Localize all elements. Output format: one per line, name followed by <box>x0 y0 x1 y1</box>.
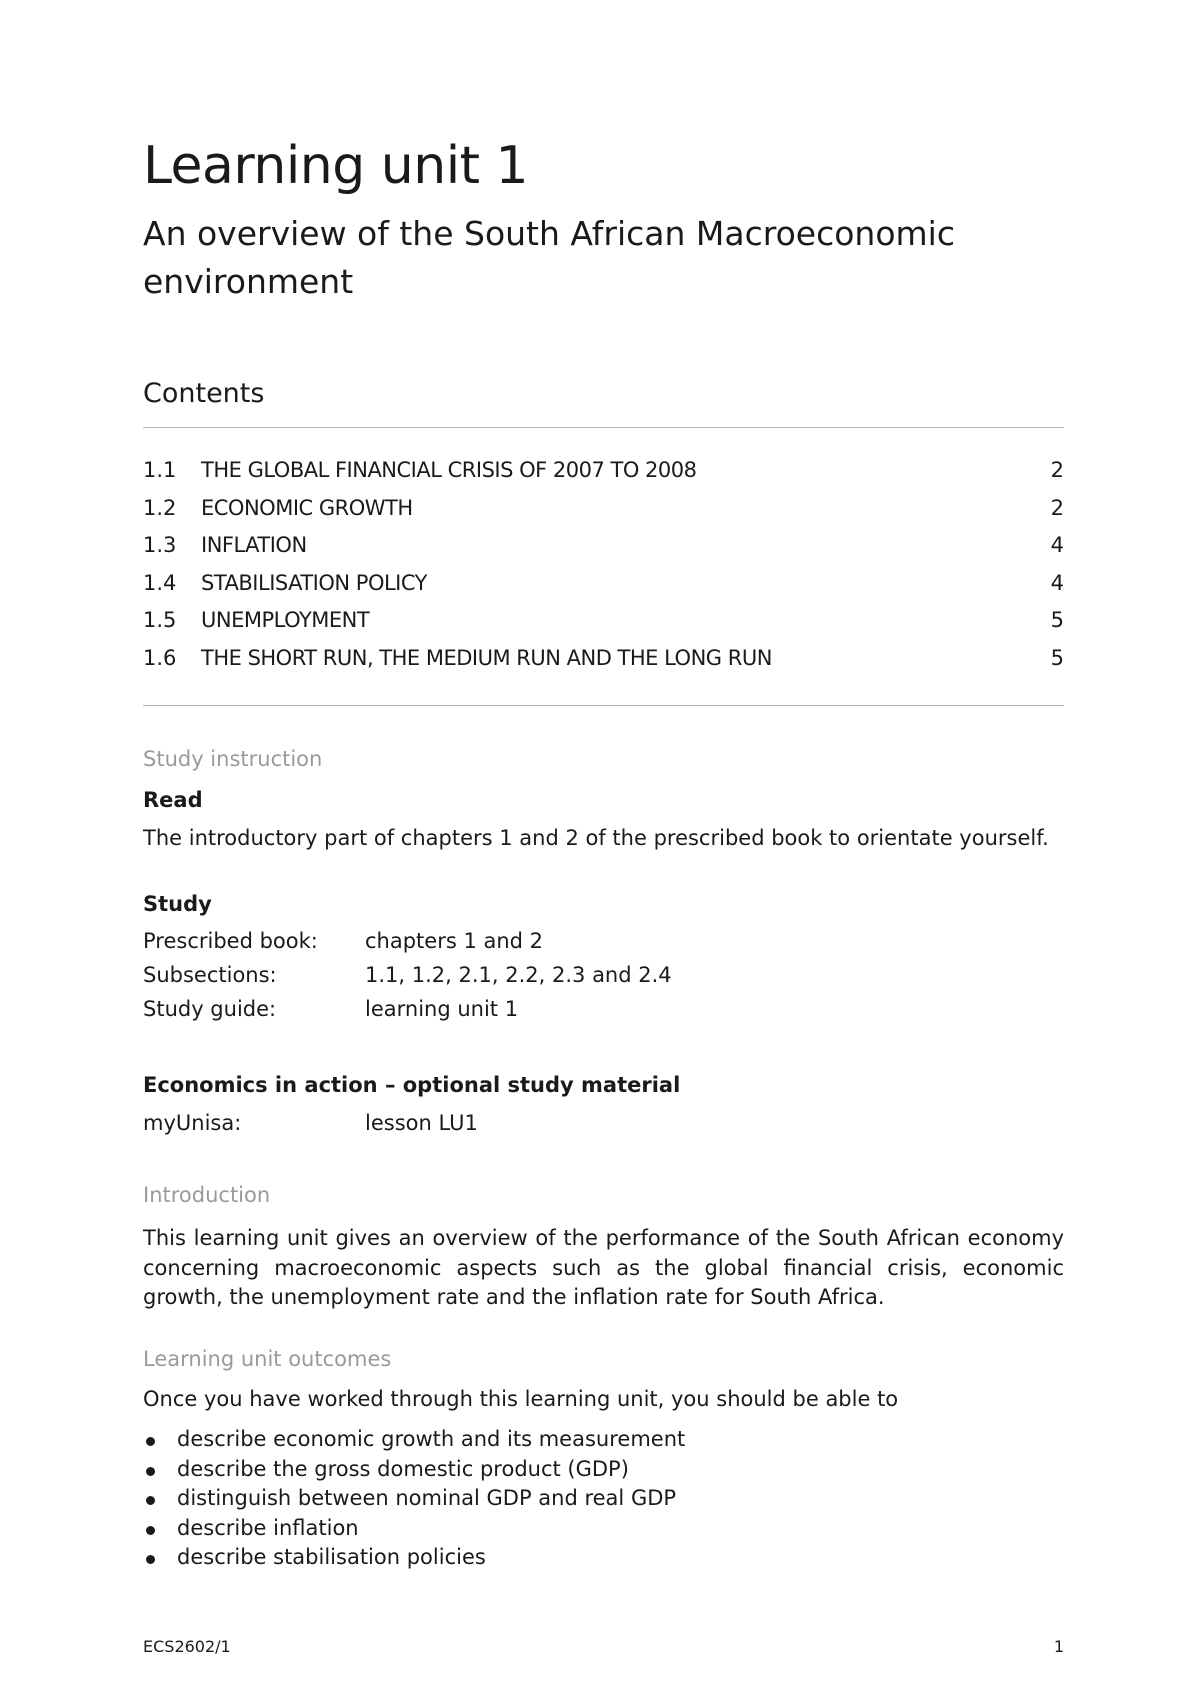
list-item <box>143 1457 685 1487</box>
toc-item-title: UNEMPLOYMENT <box>201 608 370 633</box>
study-row-value: learning unit 1 <box>365 997 519 1021</box>
outcomes-lead: Once you have worked through this learning unit, you should be able to <box>143 1387 899 1411</box>
list-item <box>143 1516 685 1546</box>
toc-item-number: 1.4 <box>143 570 177 595</box>
footer-page-number: 1 <box>1053 1637 1064 1656</box>
toc-item-number: 1.2 <box>143 495 177 520</box>
toc-item-number: 1.1 <box>143 458 177 482</box>
bullet-icon <box>146 1437 155 1446</box>
contents-top-rule <box>143 427 1064 428</box>
toc-item-number: 1.3 <box>143 533 177 558</box>
toc-item-title: THE SHORT RUN, THE MEDIUM RUN AND THE LONG RUN <box>201 645 772 670</box>
toc-item[interactable] <box>143 646 1064 684</box>
bullet-icon <box>146 1526 155 1535</box>
toc-item-title: ECONOMIC GROWTH <box>201 495 413 520</box>
optional-material-heading: Economics in action – optional study material <box>143 1073 681 1097</box>
toc-item[interactable] <box>143 496 1064 534</box>
list-item <box>143 1486 685 1516</box>
toc-item-page: 2 <box>1050 495 1064 520</box>
bullet-icon <box>146 1496 155 1505</box>
table-of-contents <box>143 458 1064 684</box>
read-text: The introductory part of chapters 1 and 2 of the prescribed book to orientate yourself. <box>143 826 1049 850</box>
footer-module-code: ECS2602/1 <box>143 1637 231 1656</box>
toc-item-title: INFLATION <box>201 533 307 558</box>
toc-item-page: 2 <box>1050 458 1064 482</box>
list-item-text: describe economic growth and its measurement <box>177 1427 686 1451</box>
list-item-text: describe stabilisation policies <box>177 1545 486 1570</box>
bullet-icon <box>146 1467 155 1476</box>
study-row-value: chapters 1 and 2 <box>365 929 544 953</box>
unit-title: Learning unit 1 <box>143 136 529 196</box>
outcomes-label: Learning unit outcomes <box>143 1347 392 1371</box>
read-heading: Read <box>143 788 203 812</box>
unit-subtitle: An overview of the South African Macroeconomic environment <box>143 214 955 301</box>
study-instruction-label: Study instruction <box>143 747 323 771</box>
optional-row <box>143 1111 1064 1145</box>
toc-item-number: 1.5 <box>143 608 177 633</box>
list-item-text: distinguish between nominal GDP and real GDP <box>177 1486 677 1511</box>
outcomes-list <box>143 1427 685 1575</box>
toc-item[interactable] <box>143 608 1064 646</box>
contents-heading: Contents <box>143 378 265 409</box>
study-row <box>143 929 1064 963</box>
toc-item-number: 1.6 <box>143 645 177 670</box>
toc-item-title: THE GLOBAL FINANCIAL CRISIS OF 2007 TO 2008 <box>201 458 697 482</box>
contents-bottom-rule <box>143 705 1064 706</box>
list-item <box>143 1545 685 1575</box>
optional-row-key: myUnisa: <box>143 1111 242 1135</box>
toc-item[interactable] <box>143 458 1064 496</box>
toc-item[interactable] <box>143 571 1064 609</box>
toc-item[interactable] <box>143 533 1064 571</box>
study-heading: Study <box>143 892 212 916</box>
study-row-key: Prescribed book: <box>143 929 318 953</box>
bullet-icon <box>146 1555 155 1564</box>
optional-row-value: lesson LU1 <box>365 1111 478 1135</box>
introduction-label: Introduction <box>143 1183 271 1207</box>
toc-item-title: STABILISATION POLICY <box>201 570 427 595</box>
study-row-key: Study guide: <box>143 997 277 1021</box>
study-row-key: Subsections: <box>143 963 277 987</box>
introduction-text: This learning unit gives an overview of the performance of the South African economy concerning macroeconomic aspects such as the global financial crisis, economic growth, the unemployment rate and the inflation rate for South Africa. <box>143 1226 1064 1309</box>
list-item-text: describe inflation <box>177 1515 359 1540</box>
toc-item-page: 5 <box>1050 645 1064 670</box>
study-row <box>143 963 1064 997</box>
toc-item-page: 4 <box>1050 570 1064 595</box>
study-row-value: 1.1, 1.2, 2.1, 2.2, 2.3 and 2.4 <box>365 963 672 987</box>
toc-item-page: 4 <box>1050 533 1064 558</box>
list-item <box>143 1427 685 1457</box>
study-row <box>143 997 1064 1031</box>
list-item-text: describe the gross domestic product (GDP) <box>177 1456 629 1481</box>
toc-item-page: 5 <box>1050 608 1064 633</box>
